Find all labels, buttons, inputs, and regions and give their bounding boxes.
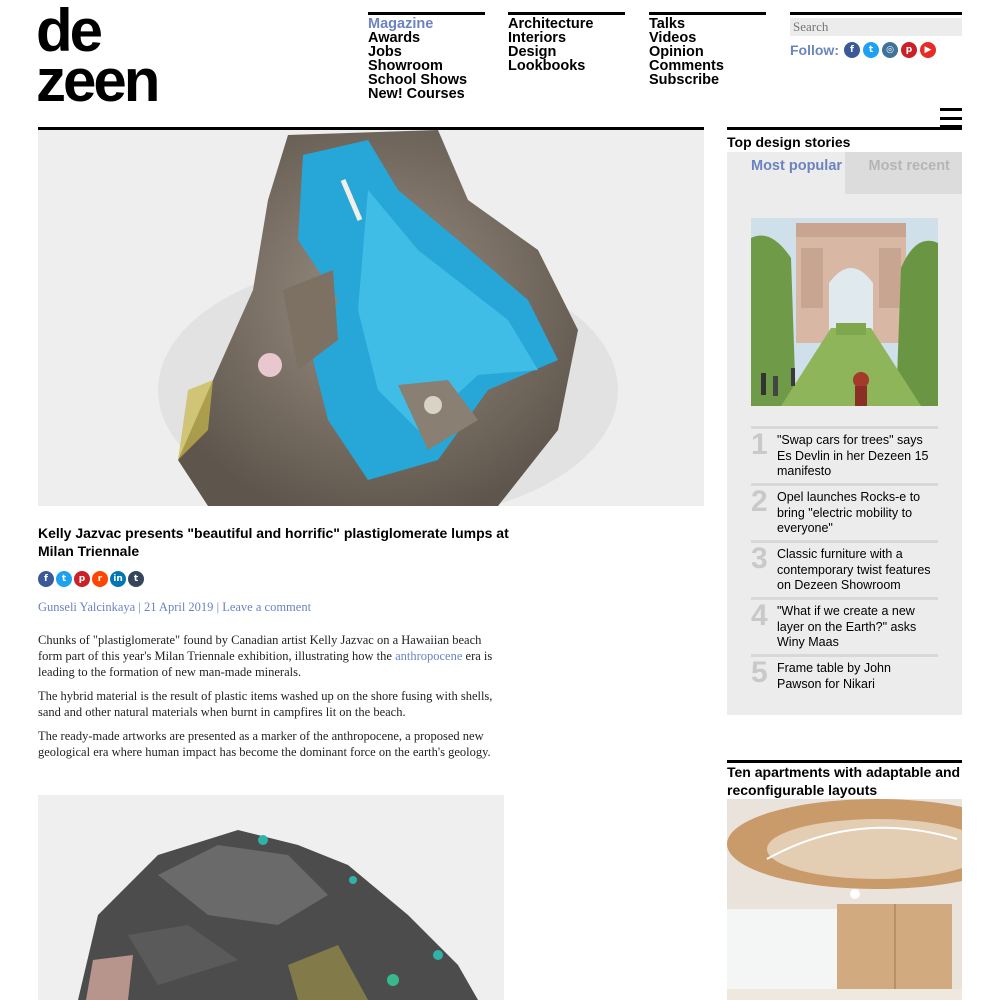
article-image-2[interactable] xyxy=(38,795,504,1000)
story-item-3[interactable] xyxy=(751,540,938,594)
hero-image-plastiglomerate[interactable] xyxy=(38,130,704,506)
share-bar xyxy=(38,571,144,587)
byline-separator: | xyxy=(135,600,144,614)
article-headline: Kelly Jazvac presents "beautiful and horrific" plastiglomerate lumps at Milan Triennale xyxy=(38,525,509,559)
story-image-arc-de-triomphe[interactable] xyxy=(751,218,938,406)
nav-column-1 xyxy=(368,12,485,101)
tab-most-popular[interactable]: Most popular xyxy=(727,152,845,194)
search-input[interactable] xyxy=(790,18,962,36)
anthropocene-link[interactable]: anthropocene xyxy=(395,649,463,663)
nav-lookbooks[interactable]: Lookbooks xyxy=(508,58,586,74)
byline xyxy=(38,600,311,615)
story-rank: 1 xyxy=(751,428,768,461)
stories-tabs xyxy=(727,152,962,194)
tumblr-icon[interactable]: t xyxy=(128,571,144,587)
logo-line-2: zeen xyxy=(36,47,158,114)
article-body xyxy=(38,632,506,768)
nav-awards[interactable]: Awards xyxy=(368,30,421,46)
story-title[interactable]: Frame table by John Pawson for Nikari xyxy=(777,661,891,691)
story-item-1[interactable] xyxy=(751,426,938,480)
nav-comments[interactable]: Comments xyxy=(649,58,724,74)
nav-courses[interactable]: New! Courses xyxy=(368,86,465,102)
twitter-icon[interactable]: t xyxy=(56,571,72,587)
story-rank: 4 xyxy=(751,599,768,632)
nav-showroom[interactable]: Showroom xyxy=(368,58,443,74)
nav-column-2 xyxy=(508,12,625,73)
paragraph-2: The hybrid material is the result of plastic items washed up on the shore fusing with shells, sand and other natural materials when burnt in campfires lit on the beach. xyxy=(38,689,493,719)
paragraph-text: Chunks of "plastiglomerate" found by Canadian artist Kelly Jazvac on a Hawaiian beach form part of this year's Milan Triennale exhibition, illustrating how the xyxy=(38,633,482,663)
logo-line-1: de xyxy=(36,0,101,64)
story-title[interactable]: "Swap cars for trees" says Es Devlin in her Dezeen 15 manifesto xyxy=(777,433,929,478)
leave-comment-link[interactable]: Leave a comment xyxy=(222,600,312,614)
nav-architecture[interactable]: Architecture xyxy=(508,16,594,32)
paragraph-text: era is leading to the formation of new man-made minerals. xyxy=(38,649,493,679)
nav-column-3 xyxy=(649,12,766,87)
story-item-2[interactable] xyxy=(751,483,938,537)
tab-most-recent[interactable]: Most recent xyxy=(845,152,963,194)
nav-opinion[interactable]: Opinion xyxy=(649,44,704,60)
search-box xyxy=(790,12,962,36)
story-title[interactable]: "What if we create a new layer on the Earth?" asks Winy Maas xyxy=(777,604,917,649)
nav-talks[interactable]: Talks xyxy=(649,16,686,32)
story-rank: 2 xyxy=(751,485,768,518)
author-link[interactable]: Gunseli Yalcinkaya xyxy=(38,600,136,614)
nav-magazine[interactable]: Magazine xyxy=(368,16,434,32)
hamburger-menu-icon[interactable] xyxy=(940,108,962,128)
pinterest-icon[interactable]: p xyxy=(74,571,90,587)
story-rank: 3 xyxy=(751,542,768,575)
follow-bar xyxy=(790,42,936,58)
story-rank: 5 xyxy=(751,656,768,689)
story-title[interactable]: Classic furniture with a contemporary twist features on Dezeen Showroom xyxy=(777,547,931,592)
facebook-icon[interactable]: f xyxy=(38,571,54,587)
nav-videos[interactable]: Videos xyxy=(649,30,697,46)
nav-interiors[interactable]: Interiors xyxy=(508,30,567,46)
pinterest-icon[interactable]: p xyxy=(901,42,917,58)
facebook-icon[interactable]: f xyxy=(844,42,860,58)
twitter-icon[interactable]: t xyxy=(863,42,879,58)
linkedin-icon[interactable]: in xyxy=(110,571,126,587)
reddit-icon[interactable]: r xyxy=(92,571,108,587)
story-title[interactable]: Opel launches Rocks-e to bring "electric mobility to everyone" xyxy=(777,490,921,535)
youtube-icon[interactable]: ▶ xyxy=(920,42,936,58)
story-item-5[interactable] xyxy=(751,654,938,692)
instagram-icon[interactable]: ◎ xyxy=(882,42,898,58)
paragraph-3: The ready-made artworks are presented as a marker of the anthropocene, a proposed new geological era where human impact has become the dominant force on the earth's geology. xyxy=(38,729,491,759)
follow-label: Follow: xyxy=(790,42,839,58)
feature-title[interactable]: Ten apartments with adaptable and reconfigurable layouts xyxy=(727,764,961,798)
feature-image-apartment[interactable] xyxy=(727,799,962,1000)
nav-school-shows[interactable]: School Shows xyxy=(368,72,468,88)
nav-subscribe[interactable]: Subscribe xyxy=(649,72,720,88)
nav-design[interactable]: Design xyxy=(508,44,557,60)
story-item-4[interactable] xyxy=(751,597,938,651)
sidebar-divider xyxy=(727,127,962,130)
publish-date: 21 April 2019 xyxy=(143,600,214,614)
paragraph-1 xyxy=(38,632,506,680)
byline-separator: | xyxy=(213,600,223,614)
top-stories-title: Top design stories xyxy=(727,134,851,150)
nav-jobs[interactable]: Jobs xyxy=(368,44,402,60)
dezeen-logo[interactable] xyxy=(36,0,226,114)
